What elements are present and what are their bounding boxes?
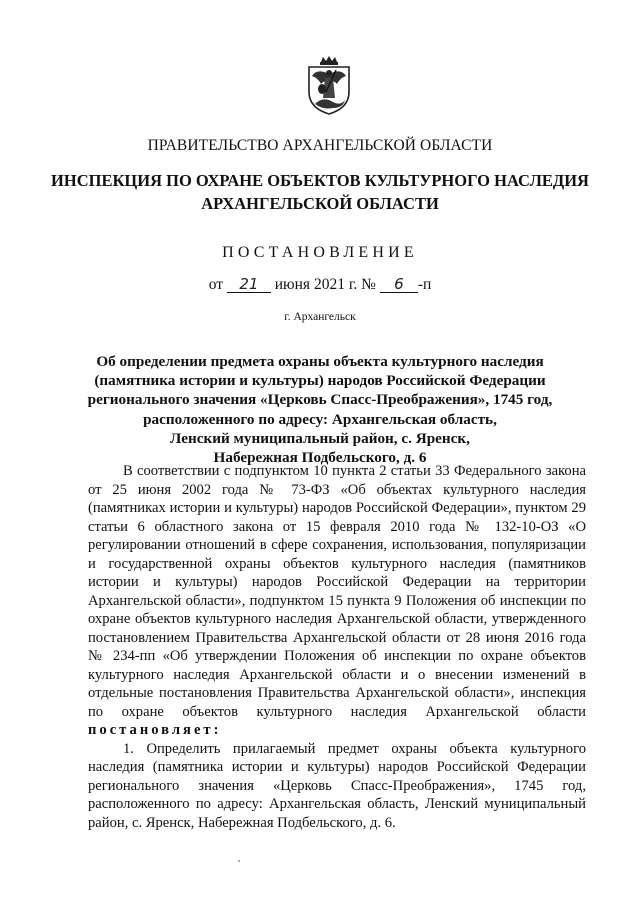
decree-day: 21 (227, 277, 271, 293)
decree-type: ПОСТАНОВЛЕНИЕ (222, 244, 418, 261)
date-month-year: июня 2021 г. № (274, 276, 376, 293)
decree-date-line (0, 276, 640, 294)
decree-title (0, 352, 640, 467)
preamble-text: В соответствии с подпунктом 10 пункта 2 статьи 33 Федерального закона от 25 июня 2002 года № 73-ФЗ «Об объектах культурного наследия (памятниках истории и культуры) народов Российской Федерации», пунктом 29 статьи 6 областного закона от 15 февраля 2010 года № 132-10-ОЗ «О регулировании отношений в сфере сохранения, использования, популяризации и государственной охраны объектов культурного наследия (памятников истории и культуры) народов Российской Федерации на территории Архангельской области», подпунктом 15 пункта 9 Положения об инспекции по охране объектов культурного наследия Архангельской области, утвержденного постановлением Правительства Архангельской области от 28 июня 2016 года № 234-пп «Об утверждении Положения об инспекции по охране объектов культурного наследия Архангельской области и о внесении изменений в отдельные постановления Правительства Архангельской области», инспекция по охране объектов культурного наследия Архангельской области (88, 463, 586, 720)
title-line: Ленский муниципальный район, с. Яренск, (170, 429, 470, 447)
decree-number: 6 (380, 277, 418, 293)
title-line: расположенного по адресу: Архангельская область, (143, 410, 497, 428)
title-line: (памятника истории и культуры) народов Российской Федерации (94, 372, 546, 390)
resolves-word: постановляет: (88, 722, 222, 738)
date-prefix: от (208, 276, 224, 293)
preamble-paragraph (88, 462, 586, 740)
coat-of-arms-icon (303, 56, 355, 116)
decree-body (88, 462, 586, 832)
inspection-line-1: ИНСПЕКЦИЯ ПО ОХРАНЕ ОБЪЕКТОВ КУЛЬТУРНОГО НАСЛЕДИЯ (51, 171, 589, 190)
scan-mark (238, 860, 240, 862)
item-1-paragraph: 1. Определить прилагаемый предмет охраны объекта культурного наследия (памятника истории и культуры) народов Российской Федерации регионального значения «Церковь Спасс-Преображения», 1745 год, расположенного по адресу: Архангельская область, Ленский муниципальный район, с. Яренск, Набережная Подбельского, д. 6. (88, 740, 586, 831)
government-name: ПРАВИТЕЛЬСТВО АРХАНГЕЛЬСКОЙ ОБЛАСТИ (147, 137, 493, 154)
decree-city: г. Архангельск (284, 311, 356, 323)
number-suffix: -п (417, 276, 432, 293)
inspection-line-2: АРХАНГЕЛЬСКОЙ ОБЛАСТИ (201, 194, 439, 213)
title-line: Набережная Подбельского, д. 6 (213, 449, 427, 467)
inspection-name (0, 169, 640, 215)
title-line: Об определении предмета охраны объекта культурного наследия (96, 353, 544, 370)
title-line: регионального значения «Церковь Спасс-Преображения», 1745 год, (87, 391, 553, 409)
